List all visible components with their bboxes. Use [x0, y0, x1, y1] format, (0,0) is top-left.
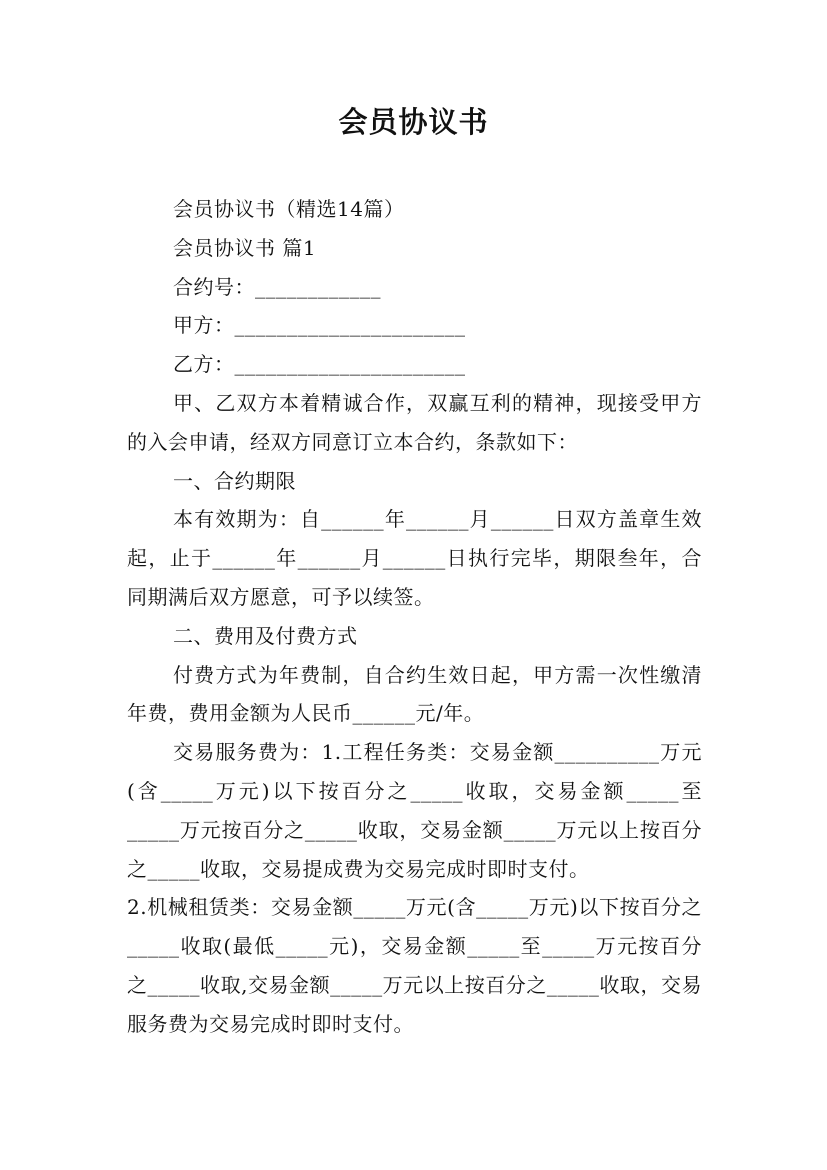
clause-heading-term: 一、合约期限	[173, 468, 296, 493]
intro-paragraph: 甲、乙双方本着精诚合作，双赢互利的精神，现接受甲方的入会申请，经双方同意订立本合约，条款如下：	[127, 390, 702, 454]
contract-number-line: 合约号：____________	[173, 274, 381, 299]
document-title: 会员协议书	[338, 105, 489, 139]
machinery-fee-paragraph: 2.机械租赁类：交易金额_____万元(含_____万元)以下按百分之_____收取(最低_____元)，交易金额_____至_____万元按百分之_____收取,交易金额_____万元以上按百分之_____收取，交易服务费为交易完成时即时支付。	[127, 895, 702, 1036]
party-a-line: 甲方：______________________	[173, 313, 466, 338]
term-paragraph: 本有效期为：自______年______月______日双方盖章生效起，止于______年______月______日执行完毕，期限叁年，合同期满后双方愿意，可予以续签。	[127, 507, 702, 609]
section-heading-part1: 会员协议书 篇1	[173, 235, 317, 260]
doc-subtitle: 会员协议书（精选14篇）	[173, 197, 405, 221]
engineering-fee-paragraph: 交易服务费为：1.工程任务类：交易金额__________万元(含_____万元)以下按百分之_____收取，交易金额_____至_____万元按百分之_____收取，交易金额_____万元以上按百分之_____收取，交易提成费为交易完成时即时支付。	[127, 740, 702, 881]
clause-heading-fees: 二、费用及付费方式	[173, 623, 358, 648]
document-body	[127, 190, 702, 1044]
payment-method-paragraph: 付费方式为年费制，自合约生效日起，甲方需一次性缴清年费，费用金额为人民币______元/年。	[127, 662, 702, 726]
party-b-line: 乙方：______________________	[173, 352, 466, 377]
